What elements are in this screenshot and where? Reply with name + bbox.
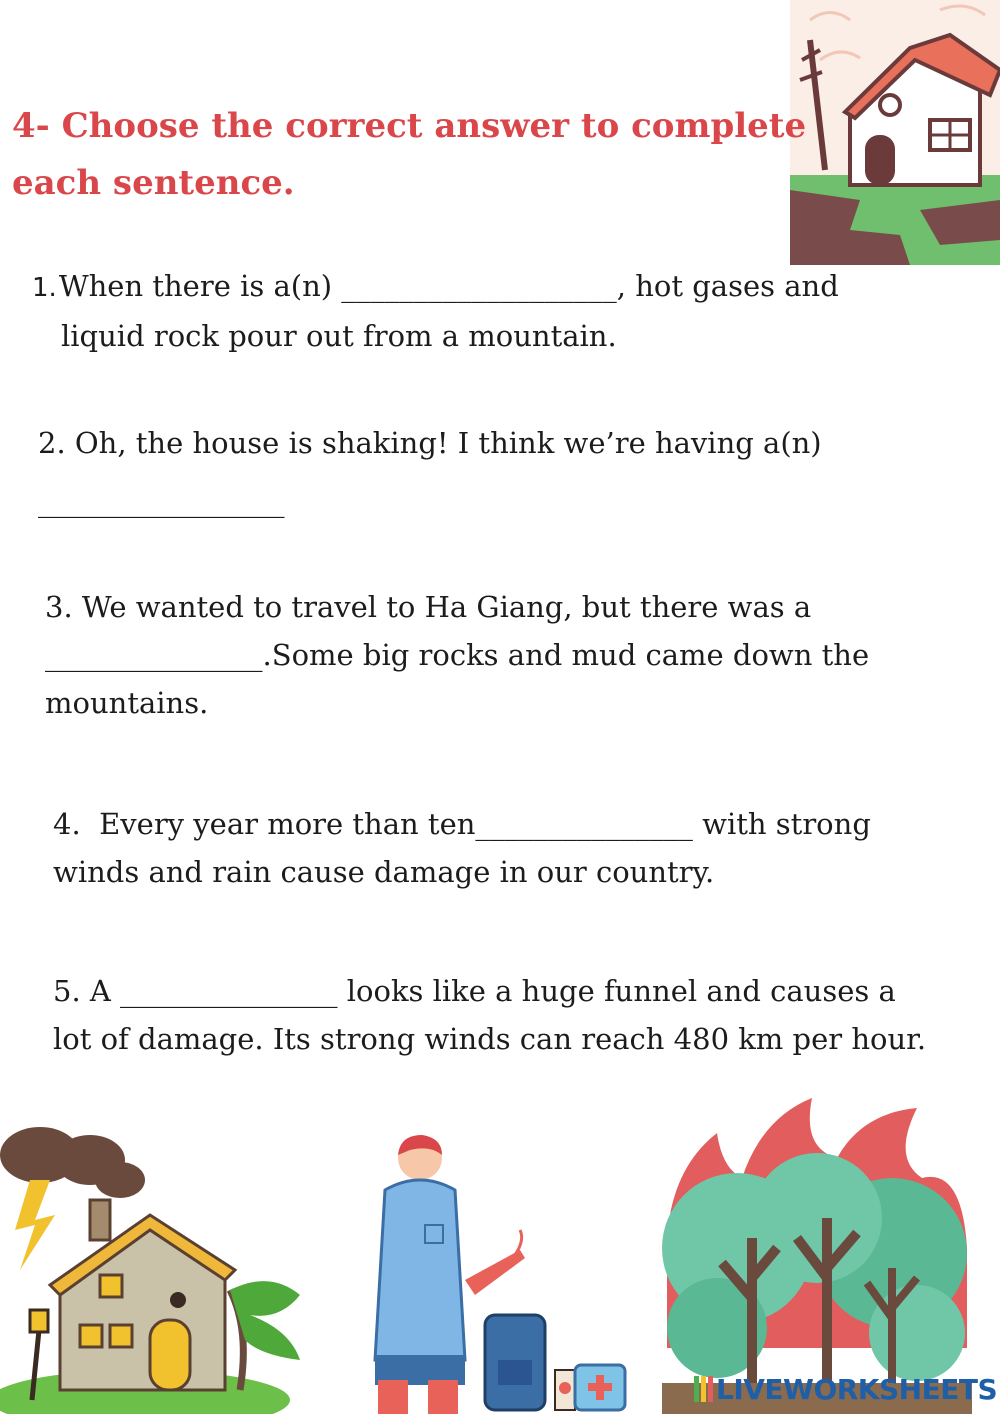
- question-5-line-1: 5. A _______________ looks like a huge funnel and causes a: [53, 974, 896, 1008]
- question-3: [45, 583, 975, 727]
- question-3-line-3: mountains.: [45, 686, 209, 720]
- question-5: [53, 967, 988, 1063]
- liveworksheets-logo-icon: [692, 1374, 714, 1404]
- question-3-line-2: _______________.Some big rocks and mud came down the: [45, 638, 870, 672]
- question-2: [38, 414, 968, 530]
- question-2-line-1: 2. Oh, the house is shaking! I think we’re having a(n): [38, 426, 822, 460]
- question-5-line-2: lot of damage. Its strong winds can reach 480 km per hour.: [53, 1022, 927, 1056]
- question-1-line-2: liquid rock pour out from a mountain.: [61, 319, 617, 353]
- exercise-heading: 4- Choose the correct answer to complete each sentence.: [12, 106, 807, 203]
- question-1-line-1: When there is a(n) ___________________, hot gases and: [58, 269, 839, 303]
- liveworksheets-watermark: [692, 1372, 997, 1406]
- question-4-line-1: 4. Every year more than ten_______________ with strong: [53, 807, 871, 841]
- person-emergency-kit-illustration: [350, 1130, 640, 1414]
- storm-house-illustration: [0, 1120, 330, 1414]
- forest-fire-illustration: [662, 1098, 972, 1414]
- question-4: [53, 800, 983, 896]
- question-1-number: 1.: [32, 273, 57, 303]
- liveworksheets-brand-text: LIVEWORKSHEETS: [716, 1372, 998, 1406]
- question-2-line-2: _________________: [38, 484, 285, 518]
- question-4-line-2: winds and rain cause damage in our country.: [53, 855, 715, 889]
- question-1: [32, 262, 962, 360]
- question-3-line-1: 3. We wanted to travel to Ha Giang, but there was a: [45, 590, 812, 624]
